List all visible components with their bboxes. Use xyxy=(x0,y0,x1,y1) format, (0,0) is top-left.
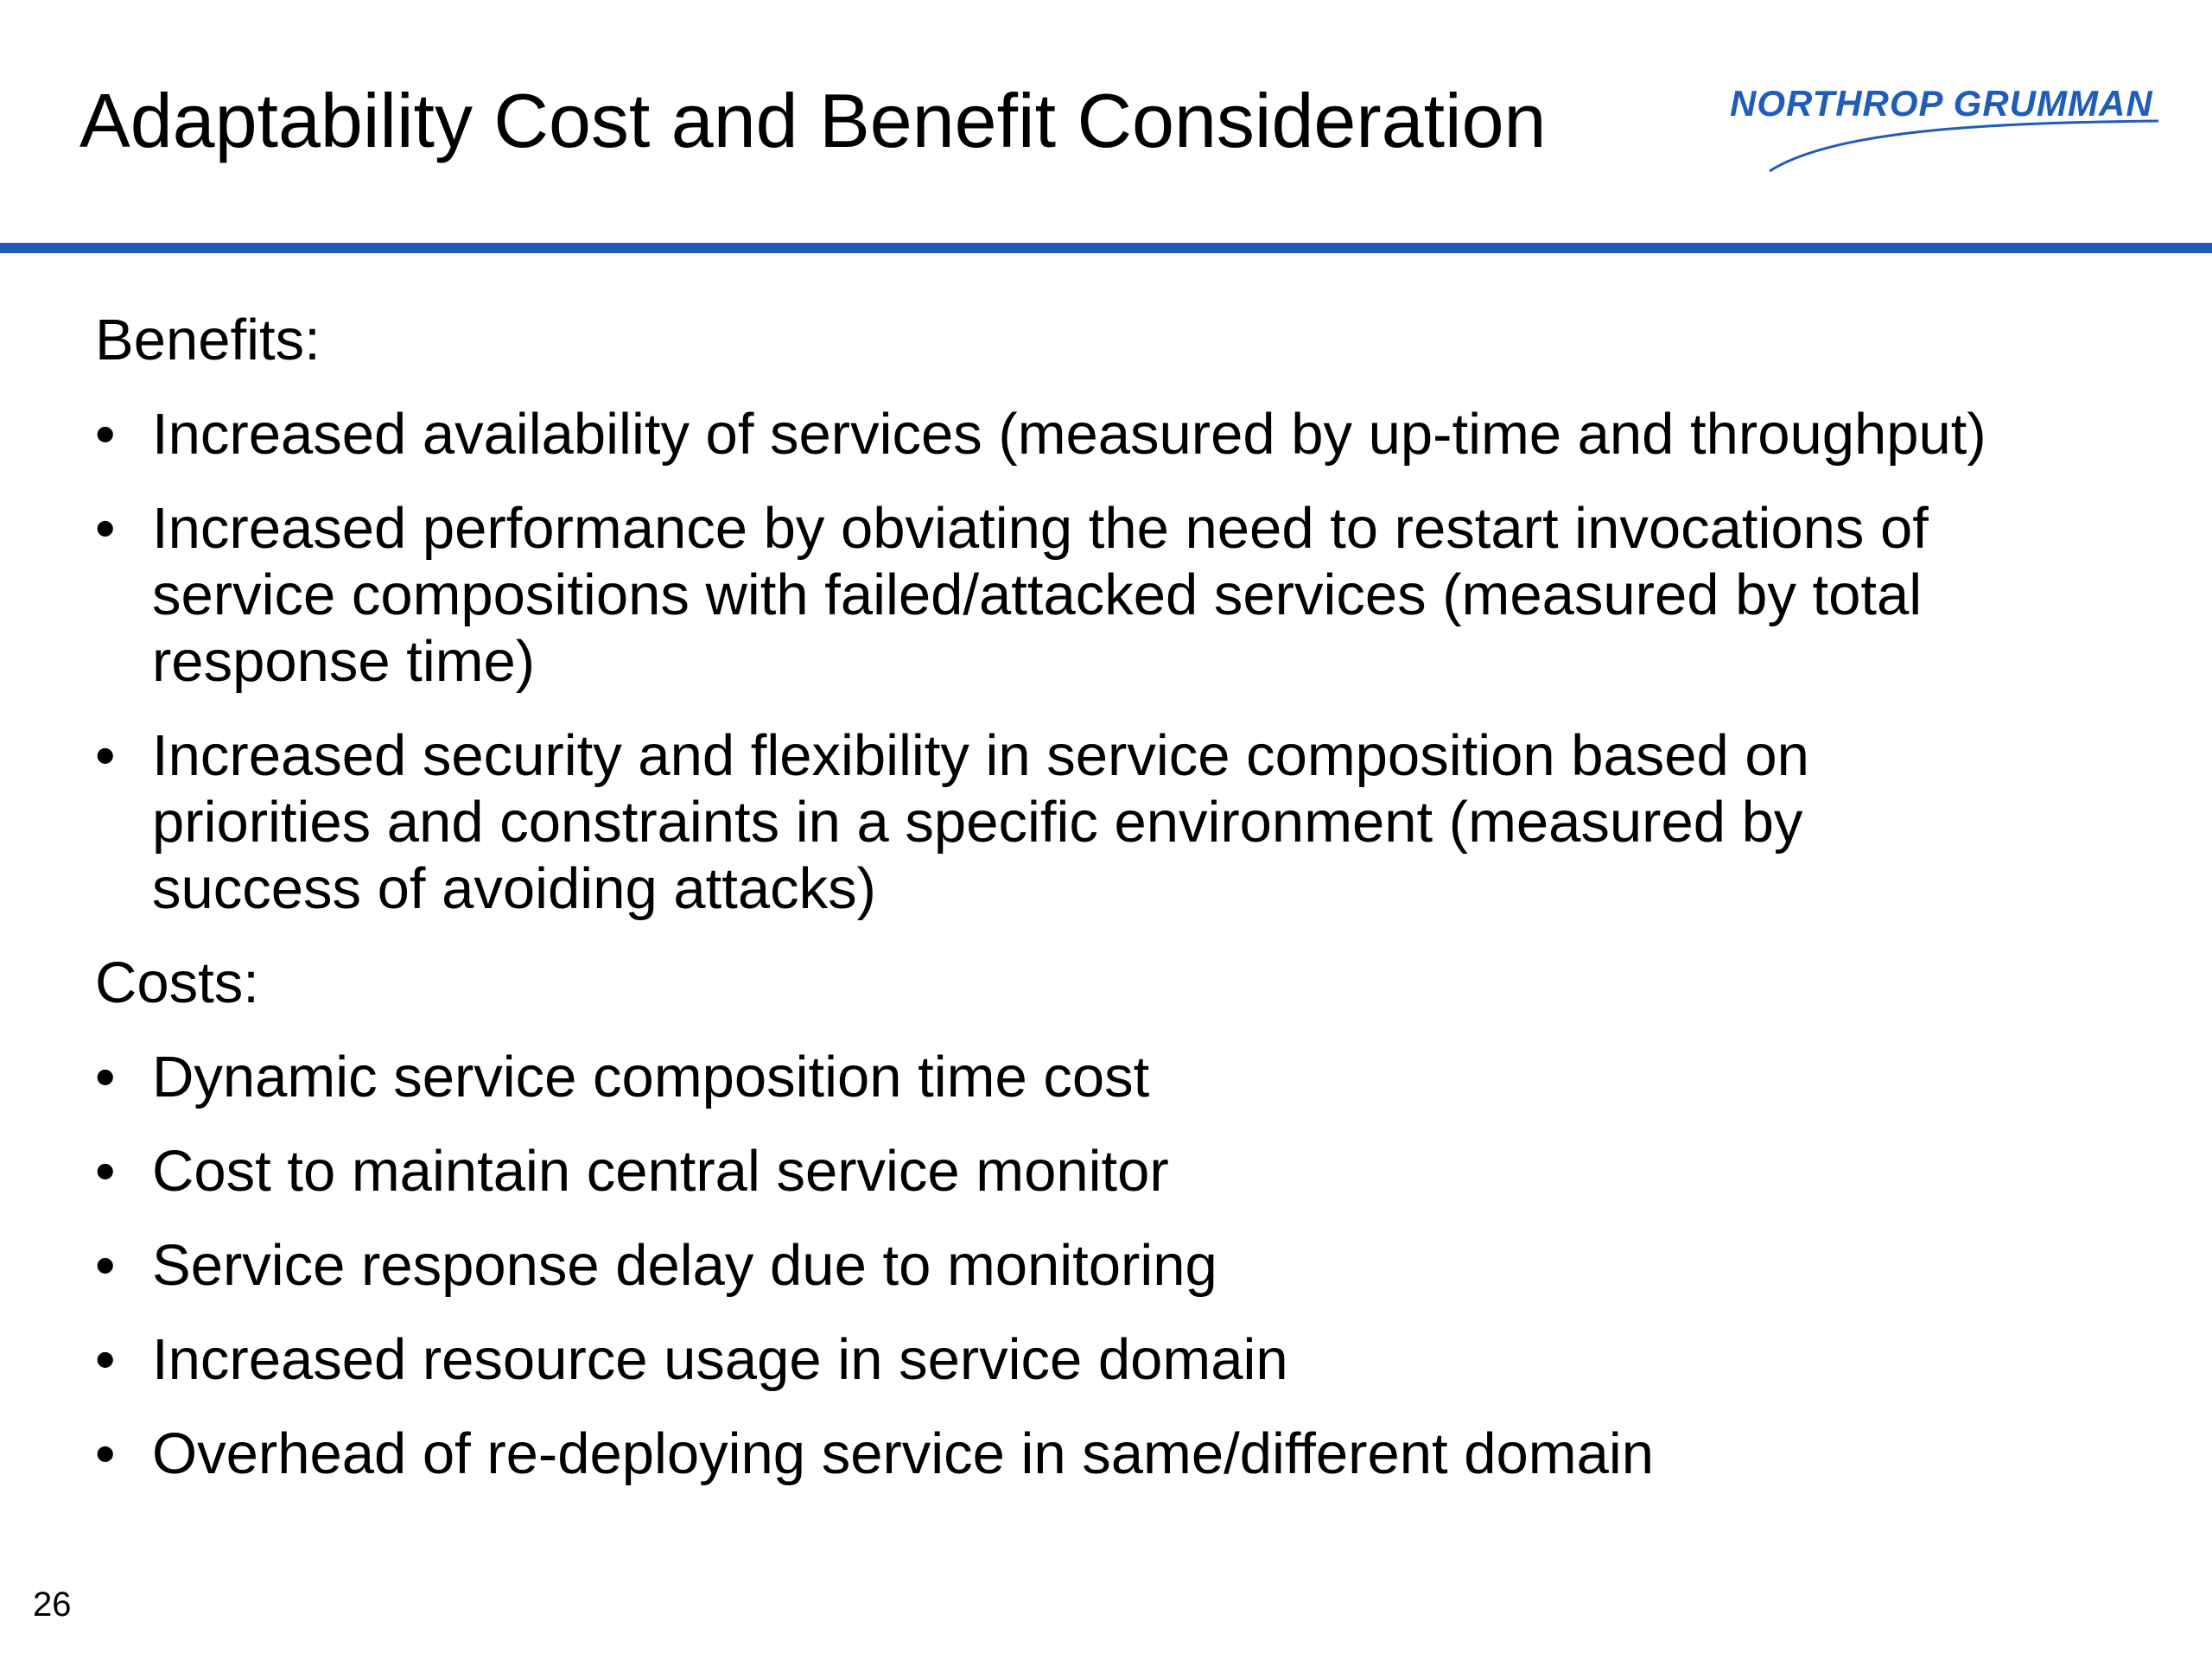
list-item xyxy=(95,1326,2108,1393)
bullet-icon: • xyxy=(95,1139,116,1204)
cost-text: Increased resource usage in service domain xyxy=(152,1327,1288,1392)
bullet-icon: • xyxy=(95,1233,116,1298)
list-item xyxy=(95,1232,2108,1299)
benefits-heading: Benefits: xyxy=(95,308,321,372)
logo-swoosh-icon xyxy=(1719,78,2169,181)
cost-text: Cost to maintain central service monitor xyxy=(152,1139,1169,1204)
logo-wordmark: NORTHROP GRUMMAN xyxy=(1730,83,2153,124)
costs-list xyxy=(95,1044,2108,1487)
list-item xyxy=(95,495,2108,695)
benefit-text: Increased security and flexibility in service composition based on priorities and constraints in a specific environment (measured by success of avoiding attacks) xyxy=(152,723,1809,921)
header-divider xyxy=(0,243,2212,253)
bullet-icon: • xyxy=(95,496,116,561)
bullet-icon: • xyxy=(95,1327,116,1392)
list-item xyxy=(95,1044,2108,1110)
cost-text: Dynamic service composition time cost xyxy=(152,1045,1150,1109)
northrop-grumman-logo xyxy=(1719,78,2169,181)
bullet-icon: • xyxy=(95,1045,116,1109)
page-number: 26 xyxy=(33,1586,72,1624)
list-item xyxy=(95,401,2108,467)
cost-text: Overhead of re-deploying service in same/different domain xyxy=(152,1421,1654,1486)
bullet-icon: • xyxy=(95,1421,116,1486)
list-item xyxy=(95,1138,2108,1205)
benefit-text: Increased performance by obviating the need to restart invocations of service compositions with failed/attacked services (measured by total response time) xyxy=(152,496,1929,694)
benefits-list xyxy=(95,401,2108,922)
cost-text: Service response delay due to monitoring xyxy=(152,1233,1217,1298)
bullet-icon: • xyxy=(95,402,116,467)
bullet-icon: • xyxy=(95,723,116,788)
benefit-text: Increased availability of services (measured by up-time and throughput) xyxy=(152,402,1986,467)
costs-heading: Costs: xyxy=(95,950,259,1015)
list-item xyxy=(95,722,2108,922)
list-item xyxy=(95,1421,2108,1487)
slide-title: Adaptability Cost and Benefit Consideration xyxy=(79,78,1547,163)
slide-body xyxy=(95,307,2108,1515)
